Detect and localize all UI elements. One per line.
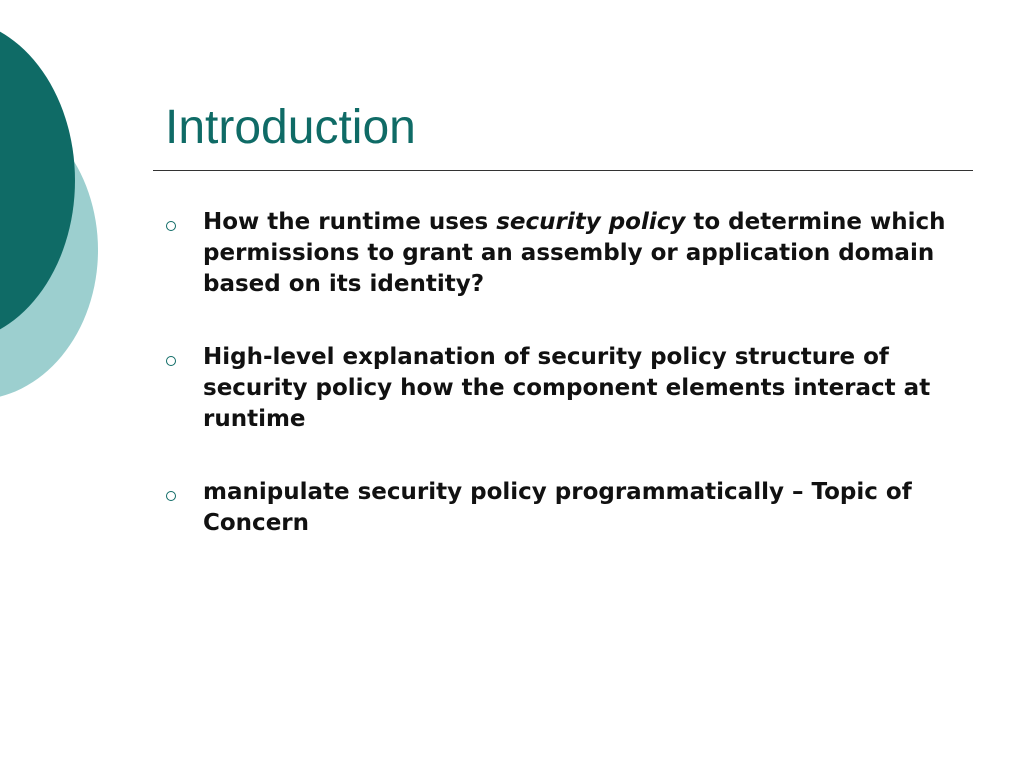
- slide-title: Introduction: [165, 101, 416, 154]
- bullet-list: [160, 207, 970, 581]
- bullet-text-emphasis: security policy: [496, 209, 686, 235]
- bullet-text-segment: to determine which permissions to grant an assembly or application domain based on its identity?: [203, 209, 946, 297]
- bullet-text: [203, 207, 970, 300]
- bullet-text: [203, 477, 970, 539]
- bullet-circle-icon: [166, 356, 176, 366]
- bullet-circle-icon: [166, 221, 176, 231]
- title-divider: [153, 170, 973, 171]
- bullet-item: [160, 477, 970, 539]
- bullet-circle-icon: [166, 491, 176, 501]
- bullet-text-segment: manipulate security policy programmatically – Topic of Concern: [203, 479, 912, 536]
- bullet-item: [160, 342, 970, 435]
- bullet-item: [160, 207, 970, 300]
- bullet-text-segment: High-level explanation of security policy structure of security policy how the component elements interact at runtime: [203, 344, 931, 432]
- bullet-text-segment: How the runtime uses: [203, 209, 497, 235]
- bullet-text: [203, 342, 970, 435]
